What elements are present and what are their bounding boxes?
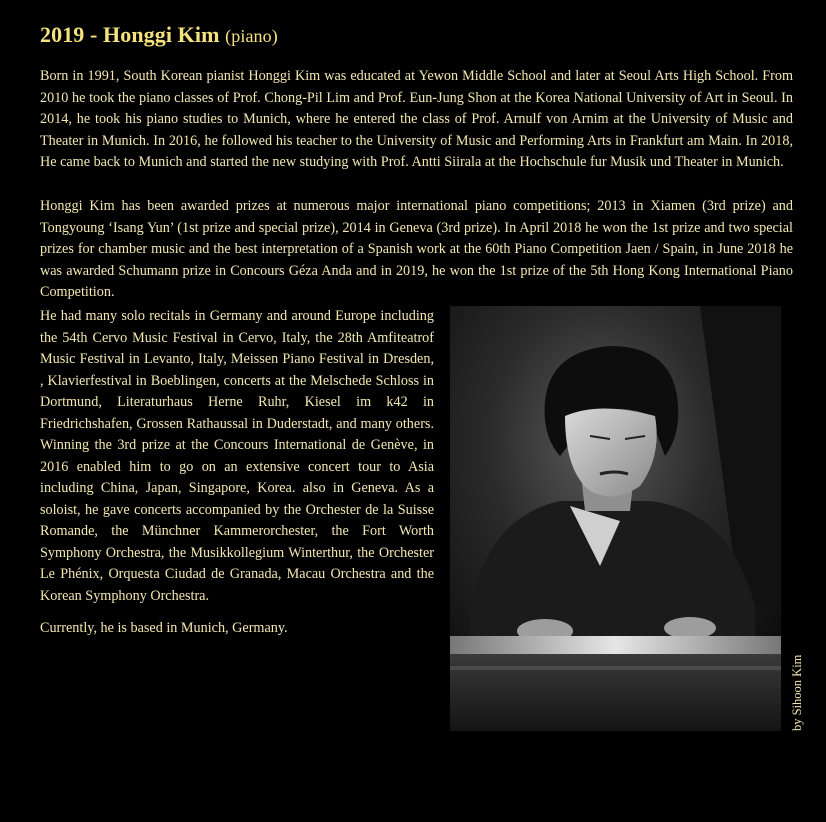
- pianist-photo-illustration: [450, 306, 781, 731]
- photo-credit: by Sihoon Kim: [790, 654, 804, 731]
- biography-paragraph-recitals: He had many solo recitals in Germany and around Europe including the 54th Cervo Music Festival in Cervo, Italy, the 28th Amfiteatrof Music Festival in Levanto, Italy, Meissen Piano Festival in Dresden, , Klavierfestival in Boeblingen, concerts at the Melschede Schloss in Dortmund, Literaturhaus Herne Ruhr, Kiesel im k42 in Friedrichshafen, Grossen Rathaussal in Duderstadt, and many others. Winning the 3rd prize at the Concours International de Genève, in 2016 enabled him to go on an extensive concert tour to Asia including China, Japan, Singapore, Korea. also in Geneva. As a soloist, he gave concerts accompanied by the Orchester de la Suisse Romande, the Münchner Kammerorchester, the Fort Worth Symphony Orchestra, the Musikkollegium Winterthur, the Orchester Le Phénix, Orquesta Ciudad de Granada, Macau Orchestra and the Korean Symphony Orchestra.: [40, 308, 434, 604]
- pianist-photo: [450, 306, 781, 731]
- page-title: [40, 22, 278, 48]
- biography-paragraph-education: Born in 1991, South Korean pianist Honggi Kim was educated at Yewon Middle School and later at Seoul Arts High School. From 2010 he took the piano classes of Prof. Chong-Pil Lim and Prof. Eun-Jung Shon at the Korea National University of Art in Seoul. In 2014, he took his piano studies to Munich, where he entered the class of Prof. Arnulf von Arnim at the University of Music and Theater in Munich. In 2016, he followed his teacher to the University of Music and Performing Arts in Frankfurt am Main. In 2018, He came back to Munich and started the new studying with Prof. Antti Siirala at the Hochschule fur Musik und Theater in Munich.: [40, 68, 793, 170]
- title-instrument: (piano): [225, 26, 278, 46]
- biography-paragraph-prizes: Honggi Kim has been awarded prizes at numerous major international piano competitions; 2013 in Xiamen (3rd prize) and Tongyoung ‘Isang Yun’ (1st prize and special prize), 2014 in Geneva (3rd prize). In April 2018 he won the 1st prize and two special prizes for chamber music and the best interpretation of a Spanish work at the 60th Piano Competition Jaen / Spain, in June 2018 he was awarded Schumann prize in Concours Géza Anda and in 2019, he won the 1st prize of the 5th Hong Kong International Piano Competition.: [40, 198, 793, 300]
- title-name: 2019 - Honggi Kim: [40, 22, 220, 47]
- biography-paragraph-residence: Currently, he is based in Munich, Germany.: [40, 620, 288, 636]
